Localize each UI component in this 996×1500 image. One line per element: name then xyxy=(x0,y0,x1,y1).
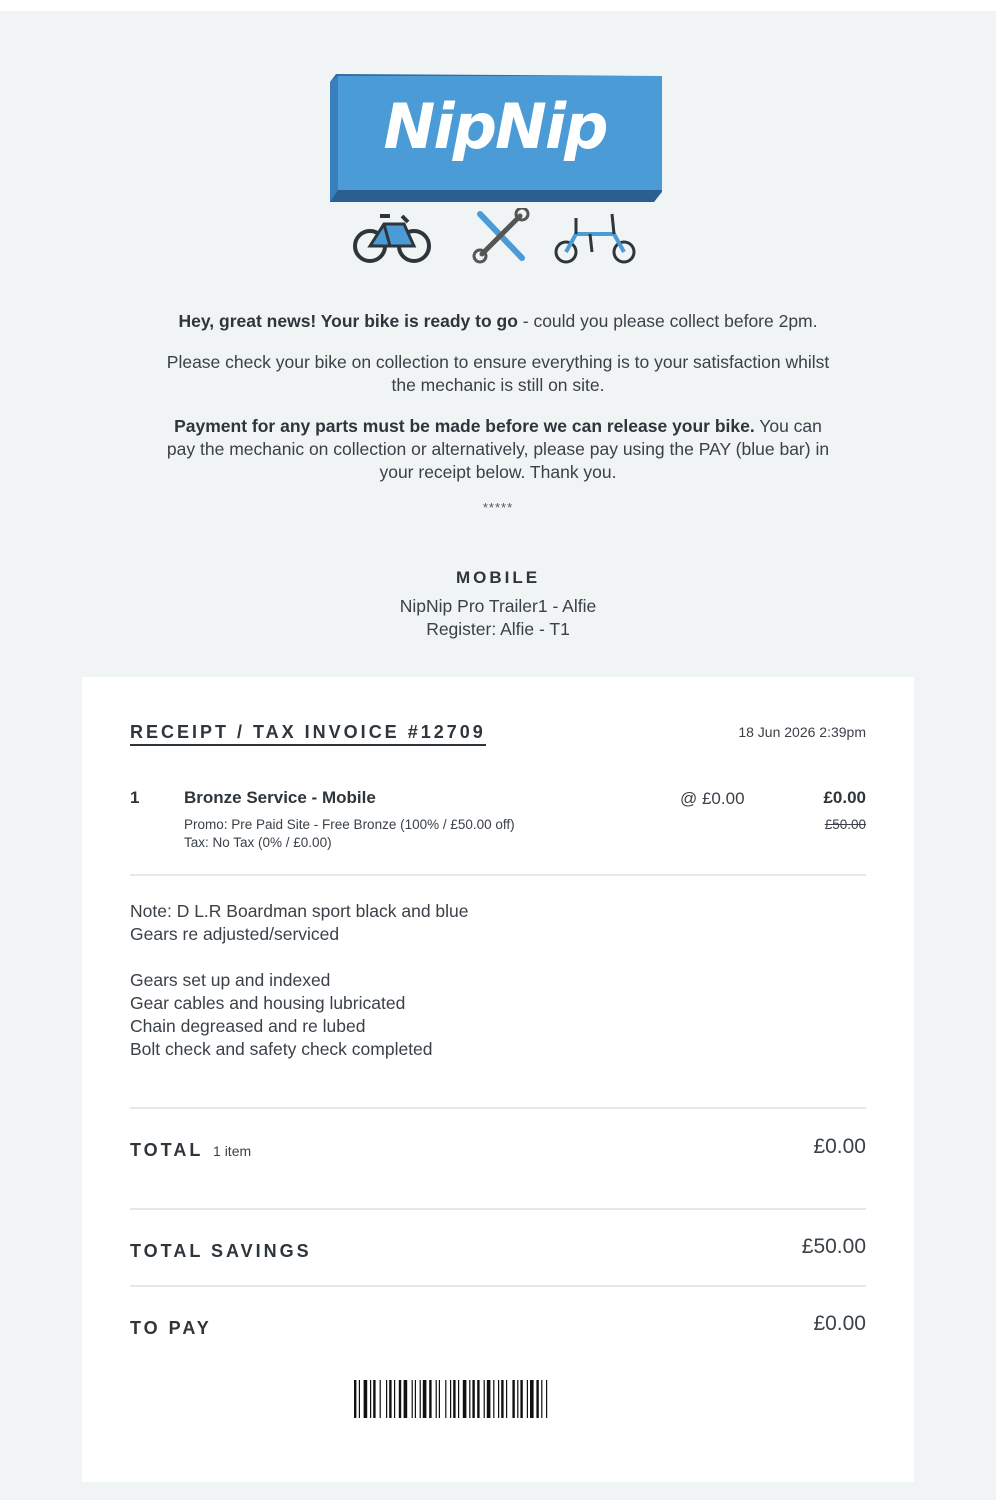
note-line: Gears set up and indexed xyxy=(130,970,331,990)
ready-message xyxy=(160,310,836,333)
stars-divider: ***** xyxy=(482,500,514,515)
total-item-count: 1 item xyxy=(213,1143,252,1159)
payment-message-rest: You can pay the mechanic on collection or alternatively, please pay using the PAY (blue bar) in your receipt below. Thank you. xyxy=(166,416,830,482)
location-register: Register: Alfie - T1 xyxy=(426,619,570,639)
service-notes xyxy=(130,900,469,1061)
divider xyxy=(130,874,866,876)
payment-message-bold: Payment for any parts must be made before we can release your bike. xyxy=(174,416,755,436)
ready-message-bold: Hey, great news! Your bike is ready to go xyxy=(178,311,518,331)
line-item-unit-price: @ £0.00 xyxy=(680,789,745,808)
to-pay-label: TO PAY xyxy=(130,1318,212,1338)
location-title: MOBILE xyxy=(455,568,541,587)
line-item-original-price: £50.00 xyxy=(824,817,866,832)
barcode-image xyxy=(354,1380,614,1418)
nipnip-logo xyxy=(328,74,666,206)
to-pay-value: £0.00 xyxy=(813,1312,866,1335)
divider xyxy=(130,1107,866,1109)
note-line xyxy=(130,946,469,969)
divider xyxy=(130,1208,866,1210)
note-line: Gear cables and housing lubricated xyxy=(130,993,406,1013)
line-item-tax: Tax: No Tax (0% / £0.00) xyxy=(184,835,332,850)
receipt-date: 18 Jun 2026 2:39pm xyxy=(738,724,866,740)
location-site: NipNip Pro Trailer1 - Alfie xyxy=(399,596,597,616)
line-item-qty: 1 xyxy=(130,788,140,807)
road-bike-icon xyxy=(352,208,436,268)
receipt-card xyxy=(82,677,914,1482)
total-savings-label: TOTAL SAVINGS xyxy=(130,1241,312,1261)
logo-text: NipNip xyxy=(383,90,607,163)
tools-icon xyxy=(472,208,532,268)
divider xyxy=(130,1285,866,1287)
ready-message-rest: - could you please collect before 2pm. xyxy=(517,311,818,331)
total-savings-value: £50.00 xyxy=(801,1235,866,1258)
note-line: Gears re adjusted/serviced xyxy=(130,924,340,944)
check-message: Please check your bike on collection to ensure everything is to your satisfaction whilst the mechanic is still on site. xyxy=(166,352,830,395)
total-label xyxy=(130,1140,251,1161)
total-value: £0.00 xyxy=(813,1135,866,1158)
line-item-promo: Promo: Pre Paid Site - Free Bronze (100% / £50.00 off) xyxy=(184,817,515,832)
folding-bike-icon xyxy=(552,208,638,268)
note-line: Chain degreased and re lubed xyxy=(130,1016,366,1036)
receipt-title: RECEIPT / TAX INVOICE #12709 xyxy=(130,721,486,746)
payment-message xyxy=(160,415,836,484)
total-label-text: TOTAL xyxy=(130,1140,203,1160)
note-line: Bolt check and safety check completed xyxy=(130,1039,433,1059)
note-line: Note: D L.R Boardman sport black and blue xyxy=(130,901,469,921)
line-item-name: Bronze Service - Mobile xyxy=(184,788,376,807)
line-item-price: £0.00 xyxy=(823,788,866,807)
